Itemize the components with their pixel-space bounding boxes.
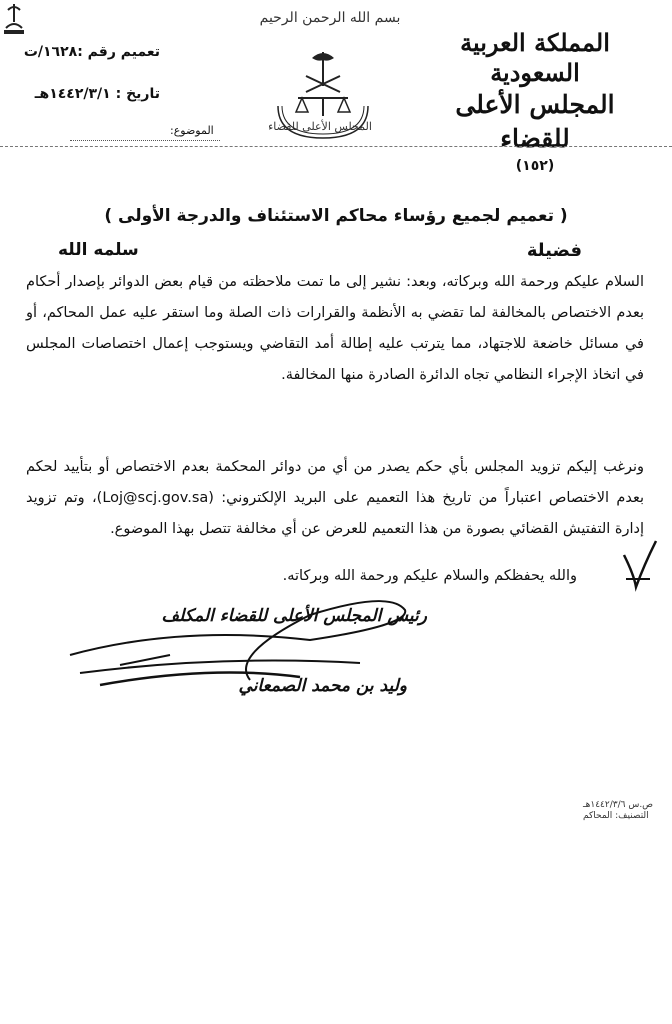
salutation-title: فضيلة <box>526 240 582 261</box>
signatory-name: وليد بن محمد الصمعاني <box>238 676 407 696</box>
emblem-caption: المجلس الأعلى للقضاء <box>268 120 372 133</box>
corner-emblem-icon <box>0 0 28 40</box>
subject-field <box>70 124 220 141</box>
document-title: ( تعميم لجميع رؤساء محاكم الاستئناف والدرجة الأولى ) <box>104 206 568 226</box>
closing-line: والله يحفظكم والسلام عليكم ورحمة الله وبركاته. <box>282 568 577 584</box>
salutation-blessing: سلمه الله <box>58 240 139 260</box>
header-divider <box>0 146 672 147</box>
circular-number: تعميم رقم :١٦٢٨/ت <box>23 44 160 60</box>
circular-date: تاريخ : ١٤٤٢/٣/١هـ <box>34 86 160 102</box>
footer-classification: التصنيف: المحاكم <box>583 811 649 821</box>
signatory-title: رئيس المجلس الأعلى للقضاء المكلف <box>161 606 427 626</box>
header-reference-number: (١٥٢) <box>515 158 555 174</box>
council-name: المجلس الأعلى للقضاء <box>455 90 615 153</box>
letterhead-right <box>420 28 650 174</box>
footer-reference: ص.س ١٤٤٢/٣/٦هـ <box>583 800 654 810</box>
check-mark-icon <box>620 535 660 595</box>
body-paragraph-2: ونرغب إليكم تزويد المجلس بأي حكم يصدر من أي من دوائر المحكمة بعدم الاختصاص أو بتأييد لحكم بعدم الاختصاص اعتباراً من تاريخ هذا التعميم على البريد الإلكتروني: (Loj@scj.gov.sa)، وتم تزويد إدارة التفتيش القضائي بصورة من هذا التعميم للعرض عن أي مخالفة تتصل بهذا الموضوع. <box>26 459 644 537</box>
body-paragraph-1: السلام عليكم ورحمة الله وبركاته، وبعد: نشير إلى ما تمت ملاحظته من قيام بعض الدوائر بإصدار أحكام بعدم الاختصاص بالمخالفة لما تقضي به الأنظمة والقرارات ذات الصلة وما استقر عليه عمل المحاكم، أو في مسائل خاضعة للاجتهاد، مما يترتب عليه إطالة أمد التقاضي ويستوجب إعمال اختصاصات المجلس في اتخاذ الإجراء النظامي تجاه الدائرة الصادرة منها المخالفة. <box>26 274 644 383</box>
kingdom-name: المملكة العربية السعودية <box>460 28 610 87</box>
basmala: بسم الله الرحمن الرحيم <box>259 10 401 26</box>
subject-label: الموضوع: <box>170 124 214 137</box>
